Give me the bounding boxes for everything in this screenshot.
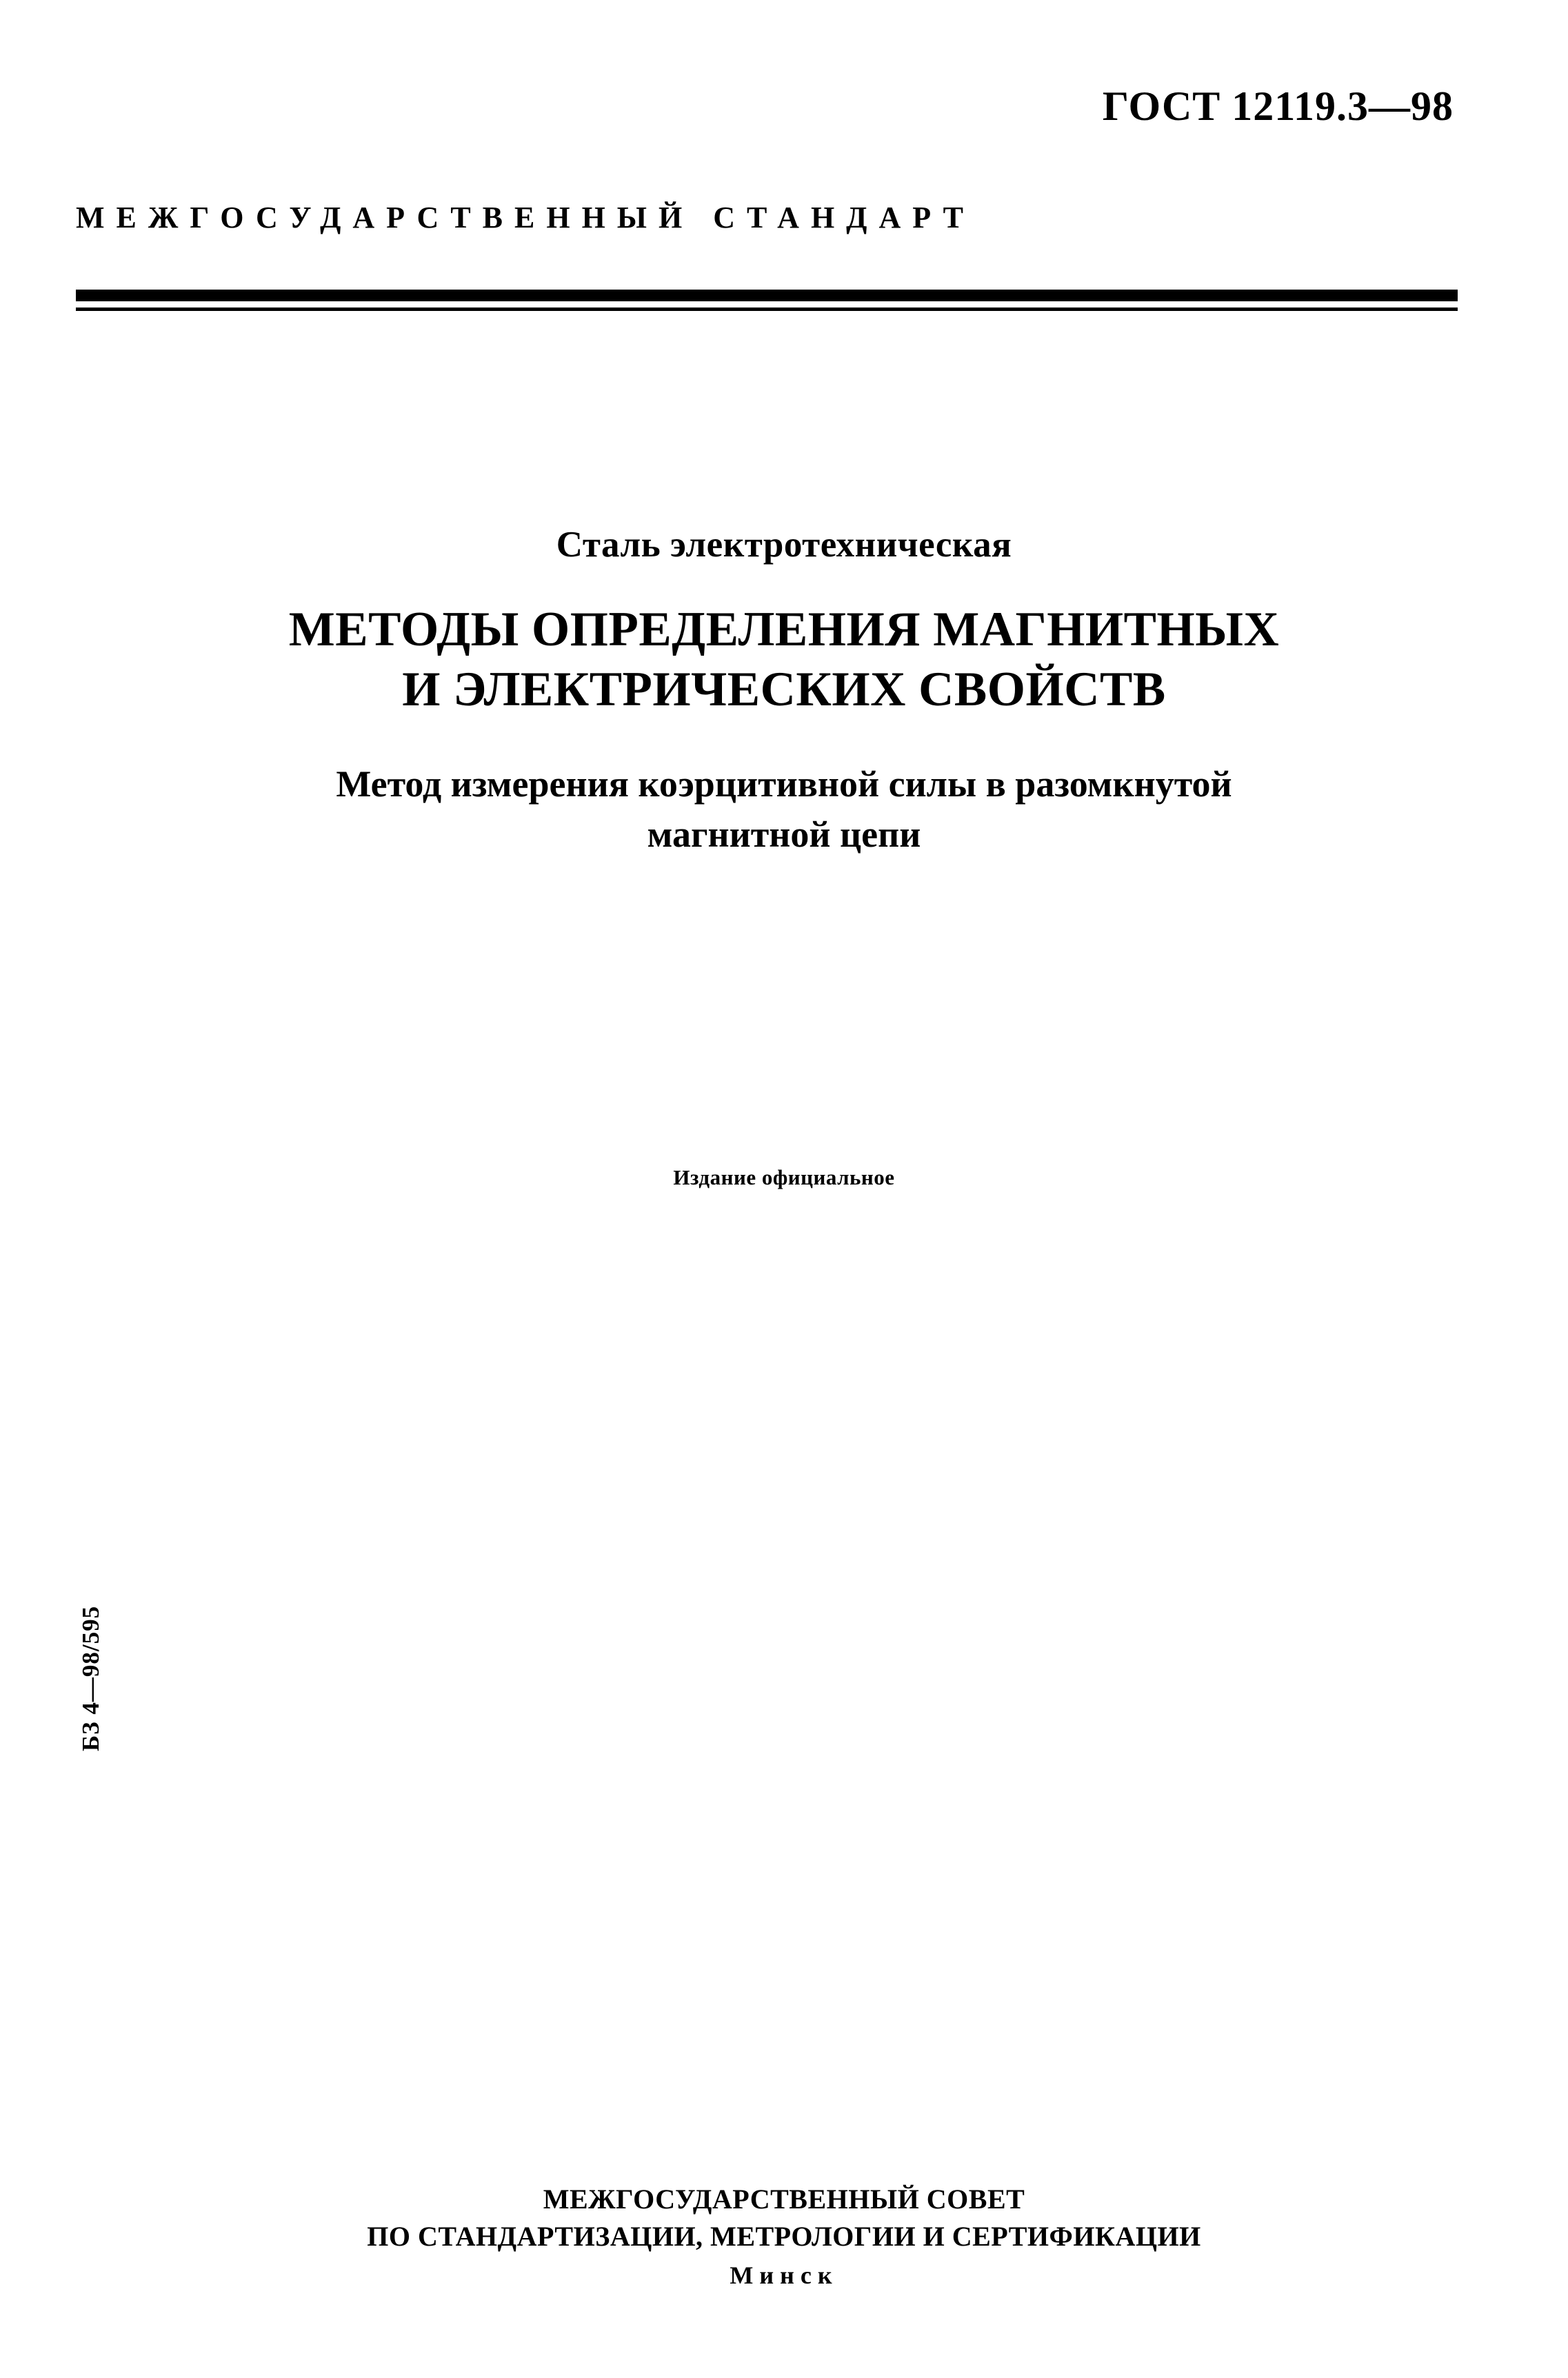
- title-block: [0, 524, 1568, 860]
- page-title-line-2: И ЭЛЕКТРИЧЕСКИХ СВОЙСТВ: [402, 662, 1166, 716]
- footer: [0, 2181, 1568, 2290]
- standard-type-heading: МЕЖГОСУДАРСТВЕННЫЙ СТАНДАРТ: [76, 201, 975, 234]
- footer-council-line-1: МЕЖГОСУДАРСТВЕННЫЙ СОВЕТ: [543, 2184, 1025, 2215]
- method-description-line-1: Метод измерения коэрцитивной силы в разомкнутой: [336, 763, 1232, 805]
- header-rule-thin: [76, 308, 1458, 311]
- method-description-line-2: магнитной цепи: [647, 814, 921, 856]
- method-description: [0, 759, 1568, 860]
- footer-council-line-2: ПО СТАНДАРТИЗАЦИИ, МЕТРОЛОГИИ И СЕРТИФИКАЦИИ: [367, 2221, 1201, 2252]
- footer-city: Минск: [730, 2261, 838, 2289]
- official-edition-note: Издание официальное: [673, 1165, 895, 1189]
- document-subtitle: Сталь электротехническая: [556, 525, 1012, 565]
- gost-number: ГОСТ 12119.3—98: [1102, 83, 1454, 129]
- header-rule-thick: [76, 290, 1458, 301]
- page-title: [0, 600, 1568, 719]
- side-margin-code: БЗ 4—98/595: [77, 1605, 104, 1751]
- page-title-line-1: МЕТОДЫ ОПРЕДЕЛЕНИЯ МАГНИТНЫХ: [288, 603, 1280, 656]
